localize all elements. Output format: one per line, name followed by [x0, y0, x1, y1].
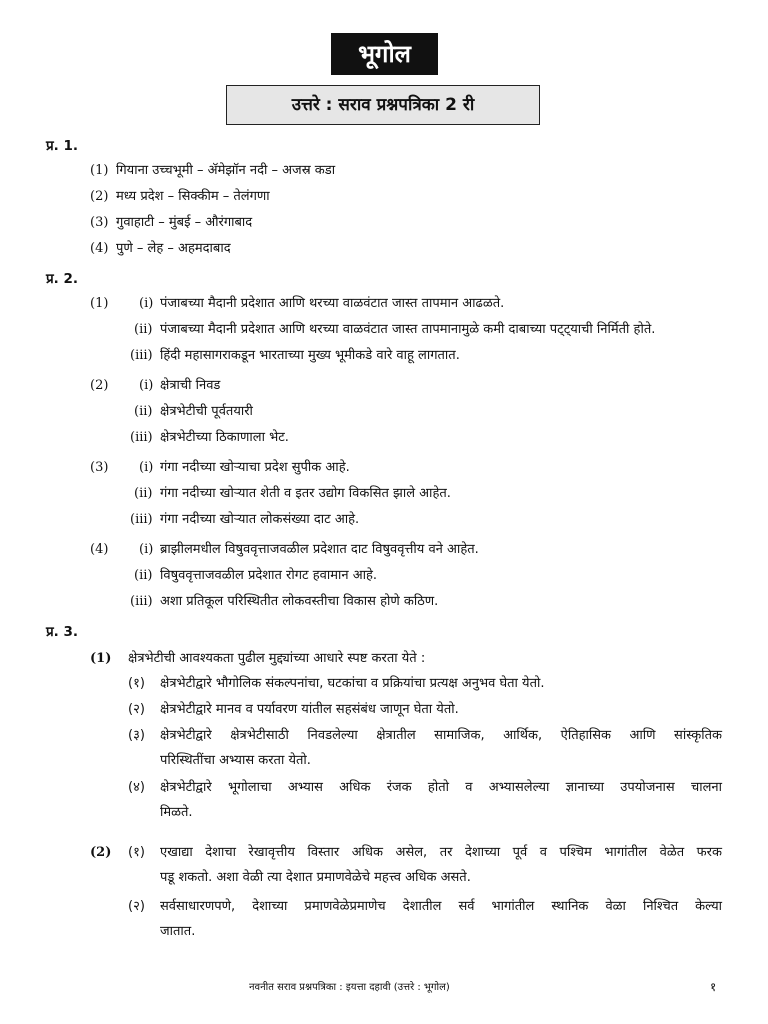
- q2-sub-num: (iii): [130, 594, 153, 609]
- q2-sub-text: हिंदी महासागराकडून भारताच्या मुख्य भूमीकडे वारे वाहू लागतात.: [160, 348, 460, 363]
- q2-sub-num: (ii): [134, 486, 153, 501]
- q2-sub-text: गंगा नदीच्या खोऱ्याचा प्रदेश सुपीक आहे.: [160, 460, 350, 475]
- q2-sub-text: गंगा नदीच्या खोऱ्यात शेती व इतर उद्योग विकसित झाले आहेत.: [160, 486, 451, 501]
- q1-item-text: गियाना उच्चभूमी – ॲमेझॉन नदी – अजस्र कडा: [116, 163, 336, 178]
- q1-item-num: (1): [90, 163, 109, 178]
- q2-sub-num: (ii): [134, 404, 153, 419]
- q3-sub-text-cont: पडू शकतो. अशा वेळी त्या देशात प्रमाणवेळेचे महत्त्व अधिक असते.: [160, 870, 471, 885]
- page-title: भूगोल: [331, 33, 438, 75]
- q3-sub-num: (२): [128, 702, 145, 717]
- q3-intro: क्षेत्रभेटीची आवश्यकता पुढील मुद्द्यांच्या आधारे स्पष्ट करता येते :: [128, 651, 426, 666]
- q2-sub-text: ब्राझीलमधील विषुववृत्ताजवळील प्रदेशात दाट विषुववृत्तीय वने आहेत.: [160, 542, 479, 557]
- q3-sub-num: (१): [128, 676, 145, 691]
- q1-item-text: मध्य प्रदेश – सिक्कीम – तेलंगणा: [116, 189, 270, 204]
- q3-sub-text: क्षेत्रभेटीद्वारे मानव व पर्यावरण यांतील सहसंबंध जाणून घेता येतो.: [160, 702, 459, 717]
- q3-label: प्र. 3.: [46, 624, 79, 640]
- page-number: १: [710, 980, 717, 994]
- q2-label: प्र. 2.: [46, 271, 79, 287]
- q2-sub-text: क्षेत्रभेटीच्या ठिकाणाला भेट.: [160, 430, 289, 445]
- q2-sub-num: (i): [139, 542, 154, 557]
- q3-part-num: (2): [90, 845, 112, 860]
- q1-label: प्र. 1.: [46, 138, 79, 154]
- q3-sub-num: (१): [128, 845, 145, 860]
- q2-sub-num: (iii): [130, 430, 153, 445]
- q2-sub-num: (ii): [134, 322, 153, 337]
- q2-group-num: (3): [90, 460, 109, 475]
- q3-sub-text: क्षेत्रभेटीद्वारे क्षेत्रभेटीसाठी निवडलेल्या क्षेत्रातील सामाजिक, आर्थिक, ऐतिहासिक आणि सांस्कृतिक: [160, 728, 722, 743]
- q3-part-num: (1): [90, 651, 112, 666]
- q2-sub-num: (i): [139, 460, 154, 475]
- q2-sub-num: (i): [139, 296, 154, 311]
- q2-group-num: (1): [90, 296, 109, 311]
- q3-sub-text-cont: परिस्थितींचा अभ्यास करता येतो.: [160, 753, 311, 768]
- q2-sub-num: (iii): [130, 512, 153, 527]
- q2-sub-num: (iii): [130, 348, 153, 363]
- q1-item-num: (2): [90, 189, 109, 204]
- q3-sub-text-cont: जातात.: [160, 924, 196, 939]
- q3-sub-num: (३): [128, 728, 145, 743]
- footer-text: नवनीत सराव प्रश्नपत्रिका : इयत्ता दहावी (उत्तरे : भूगोल): [249, 982, 450, 993]
- q3-sub-text-cont: मिळते.: [160, 805, 193, 820]
- q1-item-num: (4): [90, 241, 109, 256]
- q2-sub-num: (i): [139, 378, 154, 393]
- q1-item-text: गुवाहाटी – मुंबई – औरंगाबाद: [116, 215, 253, 230]
- q2-sub-text: पंजाबच्या मैदानी प्रदेशात आणि थरच्या वाळवंटात जास्त तापमानामुळे कमी दाबाच्या पट्ट्याची निर्मिती होते.: [160, 322, 656, 337]
- q1-item-num: (3): [90, 215, 109, 230]
- q3-sub-num: (२): [128, 899, 145, 914]
- q2-sub-text: क्षेत्राची निवड: [160, 378, 221, 393]
- q2-group-num: (4): [90, 542, 109, 557]
- page-subtitle: उत्तरे : सराव प्रश्नपत्रिका 2 री: [226, 85, 540, 125]
- q2-sub-text: अशा प्रतिकूल परिस्थितीत लोकवस्तीचा विकास होणे कठिण.: [160, 594, 439, 609]
- q3-sub-text: क्षेत्रभेटीद्वारे भूगोलाचा अभ्यास अधिक रंजक होतो व अभ्यासलेल्या ज्ञानाच्या उपयोजनास चालना: [160, 780, 722, 795]
- q1-item-text: पुणे – लेह – अहमदाबाद: [116, 241, 231, 256]
- q2-sub-num: (ii): [134, 568, 153, 583]
- q3-sub-text: एखाद्या देशाचा रेखावृत्तीय विस्तार अधिक असेल, तर देशाच्या पूर्व व पश्चिम भागांतील वेळेत फरक: [160, 845, 722, 860]
- q2-sub-text: गंगा नदीच्या खोऱ्यात लोकसंख्या दाट आहे.: [160, 512, 360, 527]
- q2-sub-text: क्षेत्रभेटीची पूर्वतयारी: [160, 404, 253, 419]
- q2-sub-text: विषुववृत्ताजवळील प्रदेशात रोगट हवामान आहे.: [160, 568, 378, 583]
- q2-sub-text: पंजाबच्या मैदानी प्रदेशात आणि थरच्या वाळवंटात जास्त तापमान आढळते.: [160, 296, 505, 311]
- q3-sub-text: सर्वसाधारणपणे, देशाच्या प्रमाणवेळेप्रमाणेच देशातील सर्व भागांतील स्थानिक वेळा निश्चित केल्या: [160, 899, 722, 914]
- q3-sub-text: क्षेत्रभेटीद्वारे भौगोलिक संकल्पनांचा, घटकांचा व प्रक्रियांचा प्रत्यक्ष अनुभव घेता येतो.: [160, 676, 545, 691]
- q3-sub-num: (४): [128, 780, 145, 795]
- q2-group-num: (2): [90, 378, 109, 393]
